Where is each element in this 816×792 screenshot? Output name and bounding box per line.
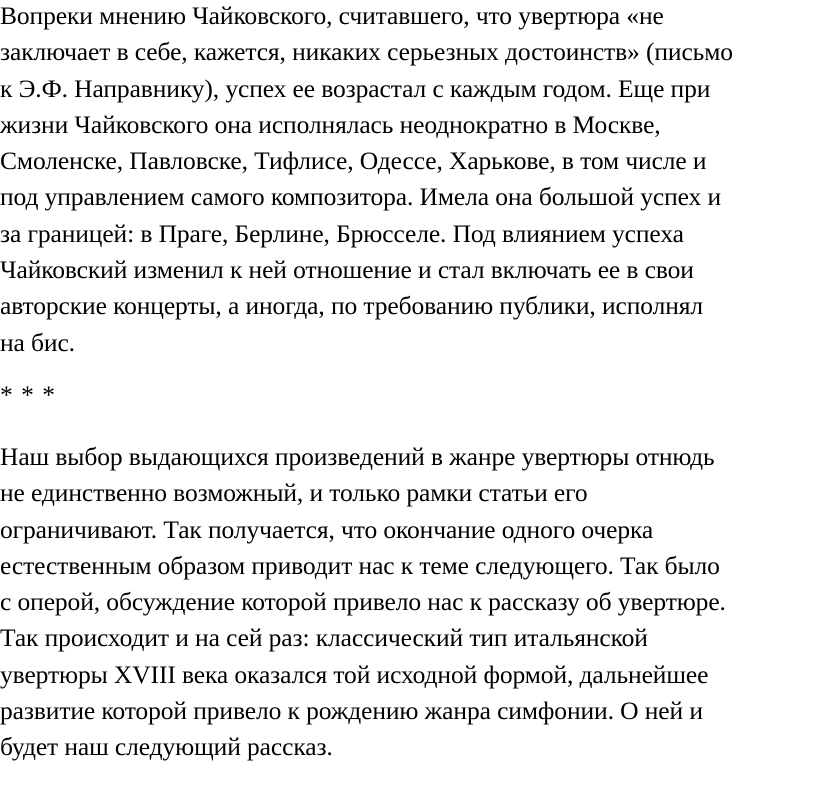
text-line: Вопреки мнению Чайковского, считавшего, что увертюра «не [0,1,664,30]
text-line: за границей: в Праге, Берлине, Брюсселе. Под влиянием успеха [0,218,684,248]
section-separator: * * * [0,380,56,409]
text-line: Смоленске, Павловске, Тифлисе, Одессе, Харькове, в том числе и [0,146,707,176]
text-line: будет наш следующий рассказ. [0,732,333,762]
text-line: ограничивают. Так получается, что окончание одного очерка [0,514,654,544]
text-line: с оперой, обсуждение которой привело нас к рассказу об увертюре. [0,587,726,617]
text-line: естественным образом приводит нас к теме следующего. Так было [0,550,720,580]
text-line: Так происходит и на сей раз: классический тип итальянской [0,623,648,653]
paragraph-1 [0,0,733,361]
text-line: Наш выбор выдающихся произведений в жанре увертюры отнюдь [0,442,715,471]
text-line: увертюры XVIII века оказался той исходной формой, дальнейшее [0,659,709,689]
text-line: развитие которой привело к рождению жанра симфонии. О ней и [0,696,703,726]
paragraph-2 [0,439,726,766]
text-line: Чайковский изменил к ней отношение и стал включать ее в свои [0,255,694,285]
text-line: авторские концерты, а иногда, по требованию публики, исполнял [0,291,704,321]
text-line: заключает в себе, кажется, никаких серьезных достоинств» (письмо [0,37,733,67]
text-line: к Э.Ф. Направнику), успех ее возрастал с каждым годом. Еще при [0,73,711,103]
text-line: жизни Чайковского она исполнялась неоднократно в Москве, [0,109,661,139]
text-line: под управлением самого композитора. Имела она большой успех и [0,182,722,212]
text-line: на бис. [0,327,75,357]
text-line: не единственно возможный, и только рамки статьи его [0,478,588,508]
